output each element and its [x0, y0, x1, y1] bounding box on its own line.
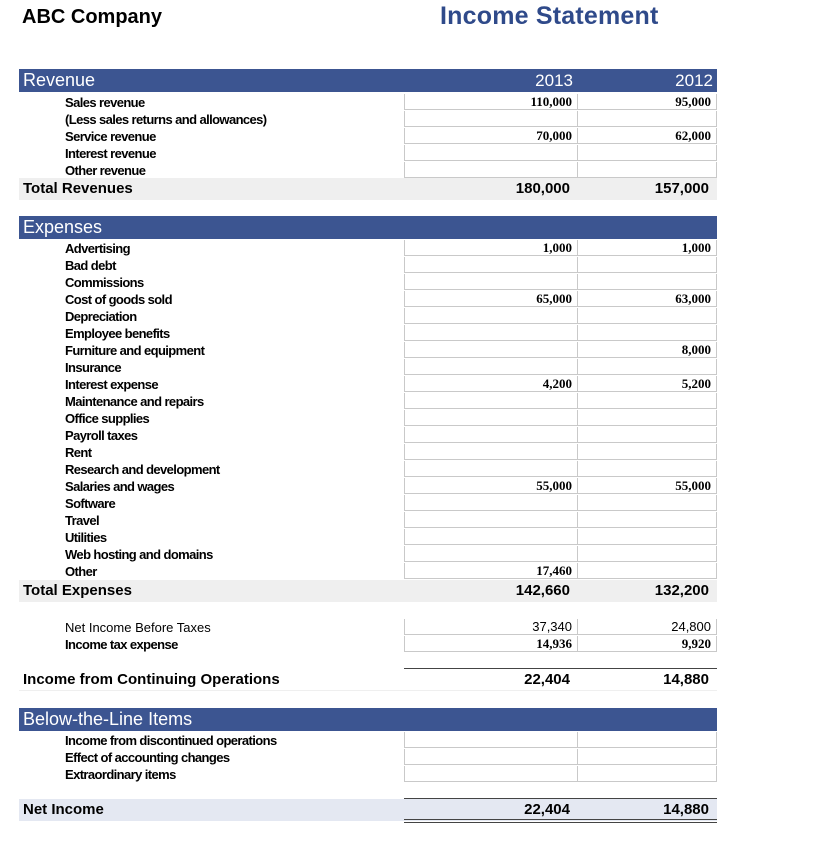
line-item-label: Commissions: [65, 275, 144, 290]
line-item-label: Payroll taxes: [65, 428, 138, 443]
line-item-label: Service revenue: [65, 129, 156, 144]
line-item-value-2013[interactable]: [404, 410, 578, 426]
line-item-value-2013[interactable]: [404, 359, 578, 375]
line-item-value-2013[interactable]: [404, 274, 578, 290]
continuing-operations-label: Income from Continuing Operations: [23, 671, 280, 688]
line-item-label: Maintenance and repairs: [65, 394, 204, 409]
net-income-label: Net Income: [23, 801, 104, 818]
net-income-double-underline: [404, 819, 717, 823]
total-expenses-row: [19, 580, 717, 602]
net-income-2012: 14,880: [663, 801, 709, 818]
total-expenses-2012: 132,200: [654, 582, 709, 599]
line-item-row: [0, 393, 826, 410]
line-item-value-2013[interactable]: [404, 444, 578, 460]
line-item-label: Advertising: [65, 241, 130, 256]
line-item-row: [0, 128, 826, 145]
line-item-value-2013[interactable]: [404, 529, 578, 545]
continuing-operations-2013: 22,404: [524, 671, 570, 688]
year-2012: 2012: [675, 71, 713, 90]
year-2013: 2013: [535, 71, 573, 90]
line-item-value-2013[interactable]: [404, 111, 578, 127]
line-item-row: [0, 749, 826, 766]
line-item-row: [0, 427, 826, 444]
line-item-value-2012[interactable]: [578, 766, 717, 782]
line-item-value-2012[interactable]: [578, 427, 717, 443]
line-item-value-2012[interactable]: [578, 308, 717, 324]
net-income-row: [19, 799, 717, 821]
line-item-label: Income tax expense: [65, 637, 178, 652]
line-item-value-2013[interactable]: [404, 145, 578, 161]
line-item-value-2013[interactable]: [404, 495, 578, 511]
total-revenues-row: [19, 178, 717, 200]
line-item-value-2012[interactable]: 62,000: [578, 128, 717, 144]
line-item-row: [0, 291, 826, 308]
line-item-row: [0, 308, 826, 325]
expenses-header: [19, 216, 717, 239]
revenue-header: [19, 69, 717, 92]
line-item-value-2013[interactable]: 17,460: [404, 563, 578, 579]
line-item-row: [0, 766, 826, 783]
line-item-value-2013[interactable]: [404, 461, 578, 477]
continuing-operations-row: [19, 669, 717, 691]
line-item-value-2012[interactable]: [578, 732, 717, 748]
line-item-value-2013[interactable]: [404, 393, 578, 409]
line-item-label: Interest expense: [65, 377, 159, 392]
line-item-label: Extraordinary items: [65, 767, 176, 782]
line-item-value-2012[interactable]: 95,000: [578, 94, 717, 110]
line-item-label: Net Income Before Taxes: [65, 620, 211, 635]
line-item-label: Cost of goods sold: [65, 292, 172, 307]
line-item-value-2013[interactable]: [404, 546, 578, 562]
line-item-value-2012[interactable]: [578, 529, 717, 545]
line-item-label: Insurance: [65, 360, 122, 375]
line-item-label: Utilities: [65, 530, 107, 545]
line-item-value-2012[interactable]: [578, 162, 717, 178]
line-item-row: [0, 342, 826, 359]
total-expenses-label: Total Expenses: [23, 582, 132, 599]
revenue-label: Revenue: [23, 70, 96, 90]
line-item-value-2012[interactable]: 1,000: [578, 240, 717, 256]
company-name: ABC Company: [22, 6, 163, 28]
line-item-row: [0, 145, 826, 162]
line-item-row: [0, 478, 826, 495]
line-item-label: Software: [65, 496, 116, 511]
continuing-operations-2012: 14,880: [663, 671, 709, 688]
line-item-value-2013[interactable]: [404, 427, 578, 443]
line-item-value-2013[interactable]: 14,936: [404, 636, 578, 652]
line-item-value-2012[interactable]: [578, 111, 717, 127]
line-item-value-2012[interactable]: [578, 257, 717, 273]
expenses-label: Expenses: [23, 217, 103, 237]
line-item-value-2013[interactable]: 1,000: [404, 240, 578, 256]
line-item-value-2013[interactable]: 37,340: [404, 619, 578, 635]
total-revenues-2012: 157,000: [654, 180, 709, 197]
line-item-value-2013[interactable]: [404, 749, 578, 765]
page-title: Income Statement: [440, 2, 659, 30]
line-item-value-2013[interactable]: [404, 732, 578, 748]
line-item-value-2013[interactable]: 110,000: [404, 94, 578, 110]
line-item-value-2013[interactable]: [404, 257, 578, 273]
line-item-label: Depreciation: [65, 309, 137, 324]
line-item-value-2013[interactable]: [404, 766, 578, 782]
line-item-value-2012[interactable]: [578, 461, 717, 477]
line-item-label: Effect of accounting changes: [65, 750, 230, 765]
net-income-2013: 22,404: [524, 801, 570, 818]
line-item-value-2012[interactable]: [578, 444, 717, 460]
line-item-row: [0, 461, 826, 478]
total-expenses-2013: 142,660: [515, 582, 570, 599]
line-item-label: Sales revenue: [65, 95, 145, 110]
line-item-value-2012[interactable]: [578, 359, 717, 375]
line-item-row: [0, 257, 826, 274]
line-item-value-2012[interactable]: 24,800: [578, 619, 717, 635]
line-item-value-2012[interactable]: [578, 512, 717, 528]
line-item-row: [0, 94, 826, 111]
below-the-line-label: Below-the-Line Items: [23, 709, 193, 729]
line-item-value-2012[interactable]: [578, 563, 717, 579]
line-item-row: [0, 619, 826, 636]
line-item-value-2013[interactable]: [404, 512, 578, 528]
line-item-row: [0, 563, 826, 580]
line-item-value-2012[interactable]: 63,000: [578, 291, 717, 307]
line-item-label: Furniture and equipment: [65, 343, 205, 358]
line-item-label: (Less sales returns and allowances): [65, 112, 267, 127]
line-item-row: [0, 410, 826, 427]
line-item-row: [0, 162, 826, 179]
line-item-value-2013[interactable]: 65,000: [404, 291, 578, 307]
line-item-value-2012[interactable]: [578, 274, 717, 290]
line-item-value-2012[interactable]: [578, 495, 717, 511]
line-item-row: [0, 111, 826, 128]
line-item-value-2012[interactable]: [578, 145, 717, 161]
line-item-label: Interest revenue: [65, 146, 156, 161]
line-item-value-2013[interactable]: [404, 162, 578, 178]
line-item-label: Rent: [65, 445, 92, 460]
line-item-value-2012[interactable]: [578, 393, 717, 409]
line-item-label: Other revenue: [65, 163, 146, 178]
line-item-row: [0, 240, 826, 257]
line-item-label: Other: [65, 564, 97, 579]
line-item-label: Office supplies: [65, 411, 150, 426]
line-item-label: Employee benefits: [65, 326, 170, 341]
line-item-row: [0, 495, 826, 512]
total-revenues-label: Total Revenues: [23, 180, 133, 197]
line-item-label: Travel: [65, 513, 99, 528]
line-item-label: Salaries and wages: [65, 479, 175, 494]
continuing-underline: [19, 690, 717, 691]
line-item-label: Bad debt: [65, 258, 116, 273]
line-item-value-2013[interactable]: 55,000: [404, 478, 578, 494]
line-item-value-2013[interactable]: [404, 342, 578, 358]
line-item-row: [0, 325, 826, 342]
line-item-value-2013[interactable]: [404, 308, 578, 324]
line-item-label: Web hosting and domains: [65, 547, 213, 562]
line-item-row: [0, 274, 826, 291]
line-item-value-2012[interactable]: [578, 546, 717, 562]
total-revenues-2013: 180,000: [515, 180, 570, 197]
line-item-row: [0, 444, 826, 461]
line-item-row: [0, 636, 826, 653]
line-item-value-2012[interactable]: 55,000: [578, 478, 717, 494]
line-item-row: [0, 376, 826, 393]
line-item-row: [0, 512, 826, 529]
line-item-row: [0, 732, 826, 749]
line-item-row: [0, 529, 826, 546]
line-item-label: Income from discontinued operations: [65, 733, 277, 748]
line-item-value-2012[interactable]: [578, 410, 717, 426]
line-item-value-2012[interactable]: 8,000: [578, 342, 717, 358]
line-item-value-2012[interactable]: [578, 325, 717, 341]
line-item-value-2012[interactable]: 5,200: [578, 376, 717, 392]
line-item-value-2013[interactable]: 70,000: [404, 128, 578, 144]
line-item-value-2012[interactable]: [578, 749, 717, 765]
line-item-value-2012[interactable]: 9,920: [578, 636, 717, 652]
line-item-row: [0, 359, 826, 376]
below-the-line-header: [19, 708, 717, 731]
line-item-label: Research and development: [65, 462, 220, 477]
line-item-value-2013[interactable]: 4,200: [404, 376, 578, 392]
line-item-row: [0, 546, 826, 563]
line-item-value-2013[interactable]: [404, 325, 578, 341]
